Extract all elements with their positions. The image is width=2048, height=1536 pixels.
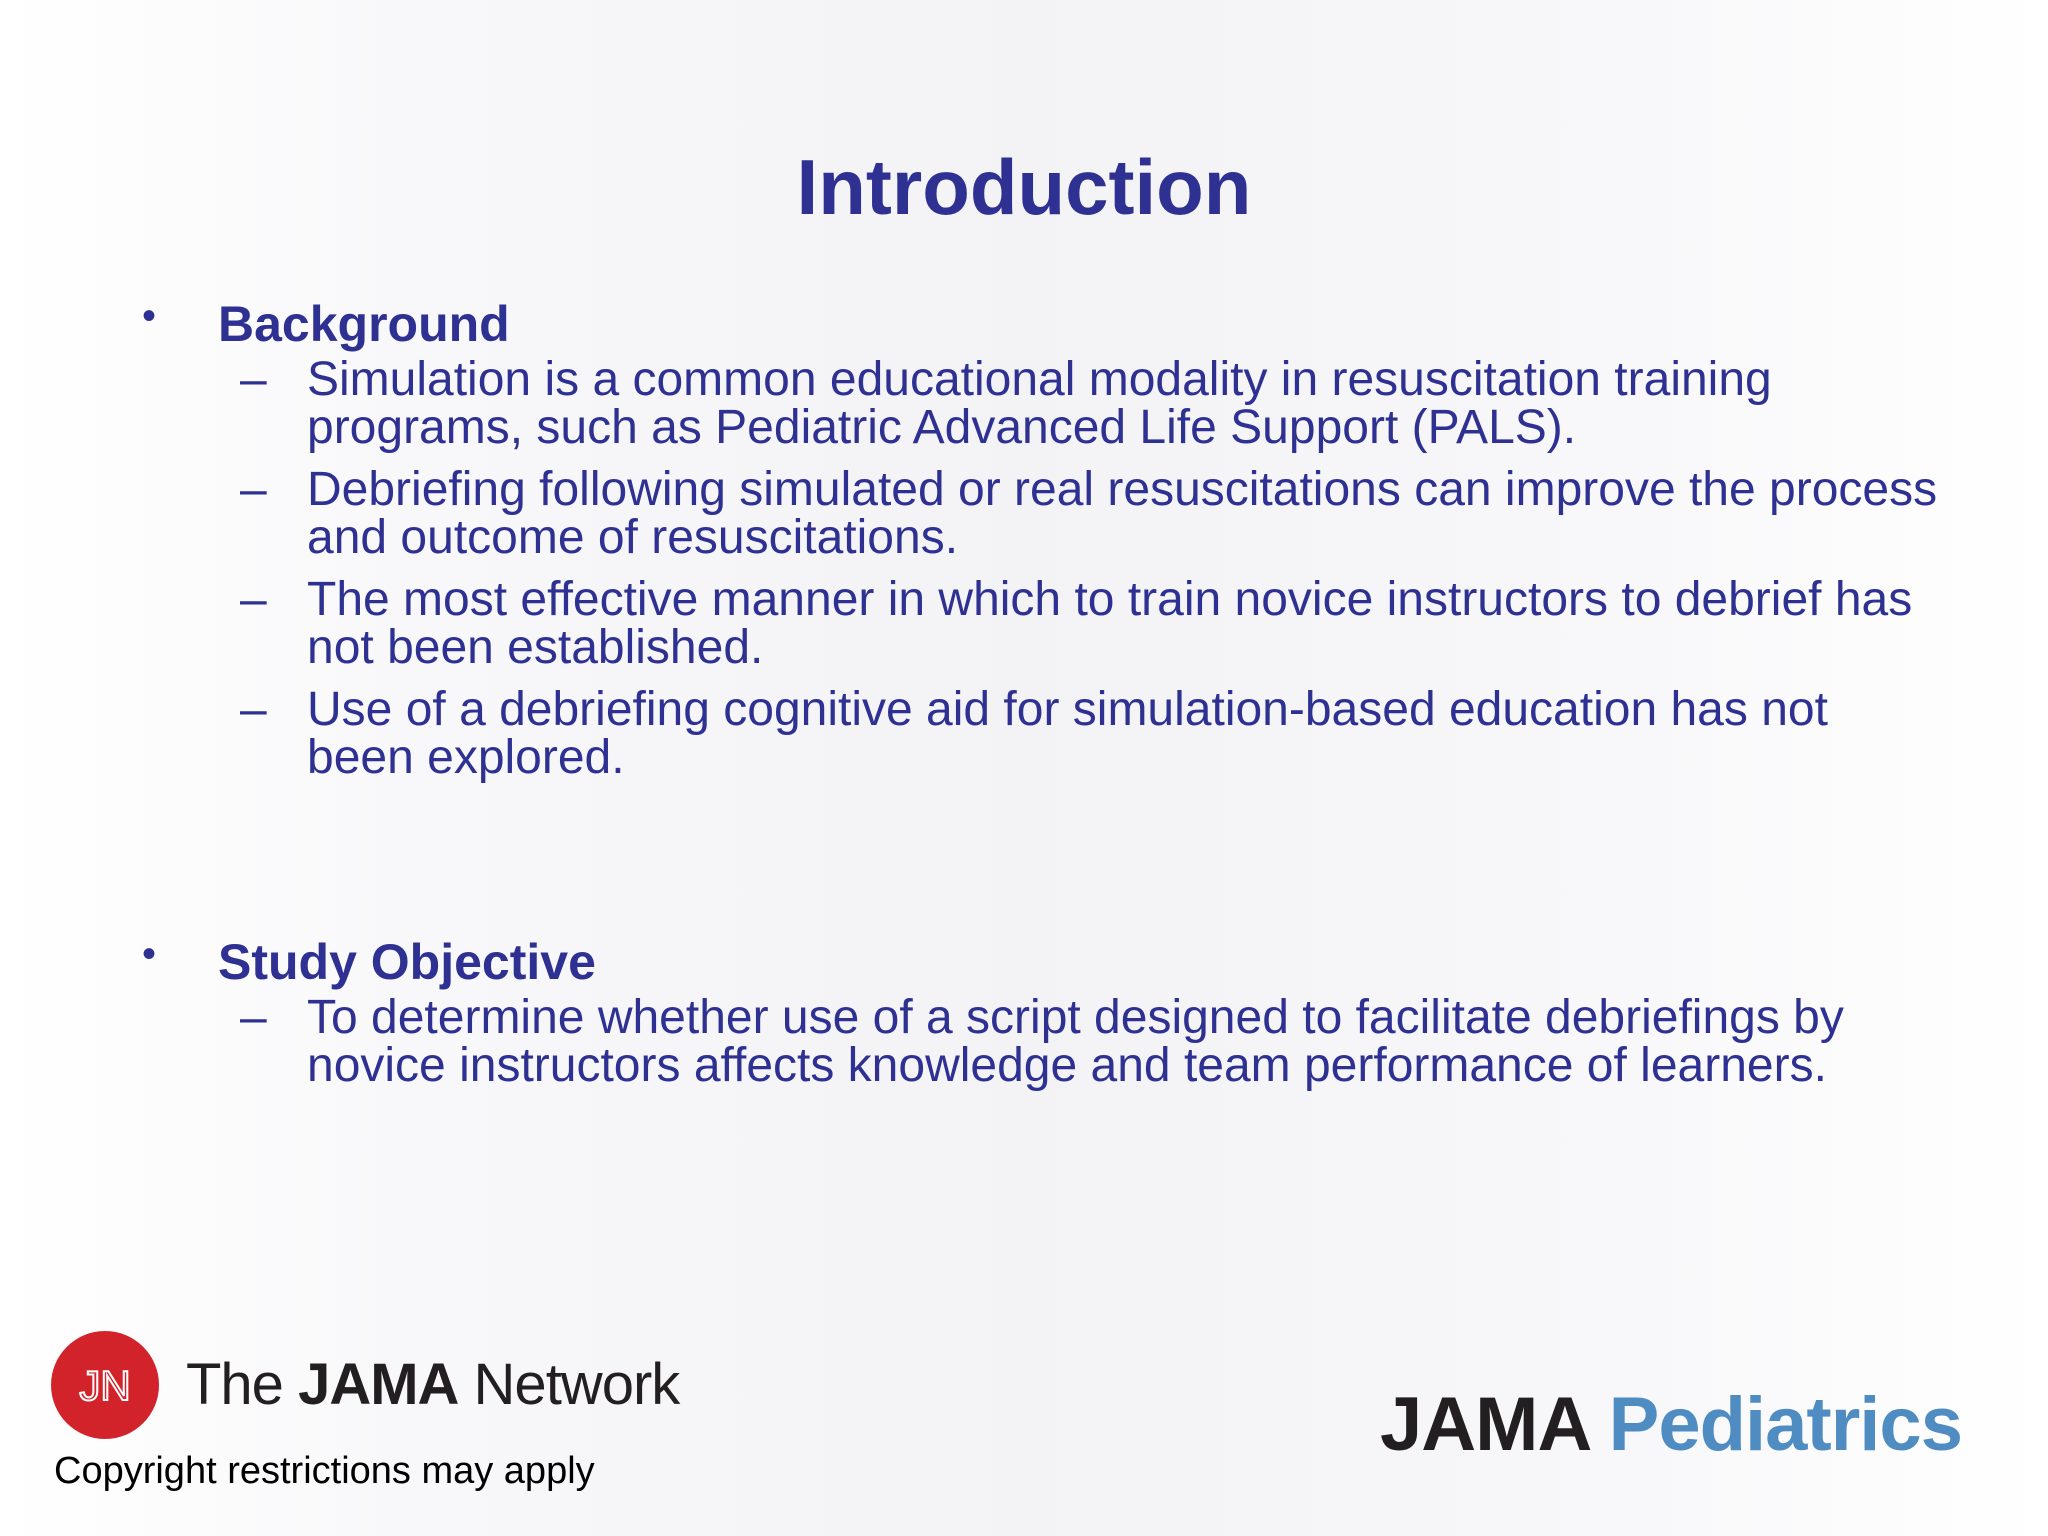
section-heading: Background [218,296,510,352]
sub-list [0,991,2048,1092]
list-item-text: Debriefing following simulated or real resuscitations can improve the process and outcome of resuscitations. [307,463,1938,564]
list-item [0,573,2048,674]
dash-icon: – [240,353,267,406]
slide-title: Introduction [796,143,1252,231]
dash-icon: – [240,991,267,1044]
journal-wordmark [1380,1380,1962,1470]
list-item [0,463,2048,564]
bullet-icon: • [142,932,157,976]
list-item-text: The most effective manner in which to train novice instructors to debrief has not been established. [307,573,1913,674]
dash-icon: – [240,573,267,626]
section-heading-row [0,292,2048,356]
dash-icon: – [240,463,267,516]
list-item-text: Simulation is a common educational modality in resuscitation training programs, such as Pediatric Advanced Life Support (PALS). [307,353,1772,454]
network-wordmark [186,1350,679,1420]
list-item-text: To determine whether use of a script designed to facilitate debriefings by novice instructors affects knowledge and team performance of learners. [307,991,1844,1092]
section-background [0,292,2048,796]
section-heading-row [0,930,2048,994]
network-brand: JAMA [298,1352,459,1417]
section-study-objective [0,930,2048,1104]
list-item [0,683,2048,784]
section-heading: Study Objective [218,934,596,990]
sub-list [0,353,2048,784]
list-item [0,353,2048,454]
journal-name: Pediatrics [1608,1382,1962,1467]
jama-network-logo [50,1330,750,1440]
copyright-notice: Copyright restrictions may apply [54,1450,595,1492]
jn-logo-icon [50,1330,160,1440]
dash-icon: – [240,683,267,736]
network-suffix: Network [473,1352,680,1417]
logo-monogram: JN [79,1362,131,1409]
list-item-text: Use of a debriefing cognitive aid for simulation-based education has not been explored. [307,683,1828,784]
bullet-icon: • [142,294,157,338]
list-item [0,991,2048,1092]
journal-brand: JAMA [1380,1382,1589,1467]
network-prefix: The [186,1352,283,1417]
